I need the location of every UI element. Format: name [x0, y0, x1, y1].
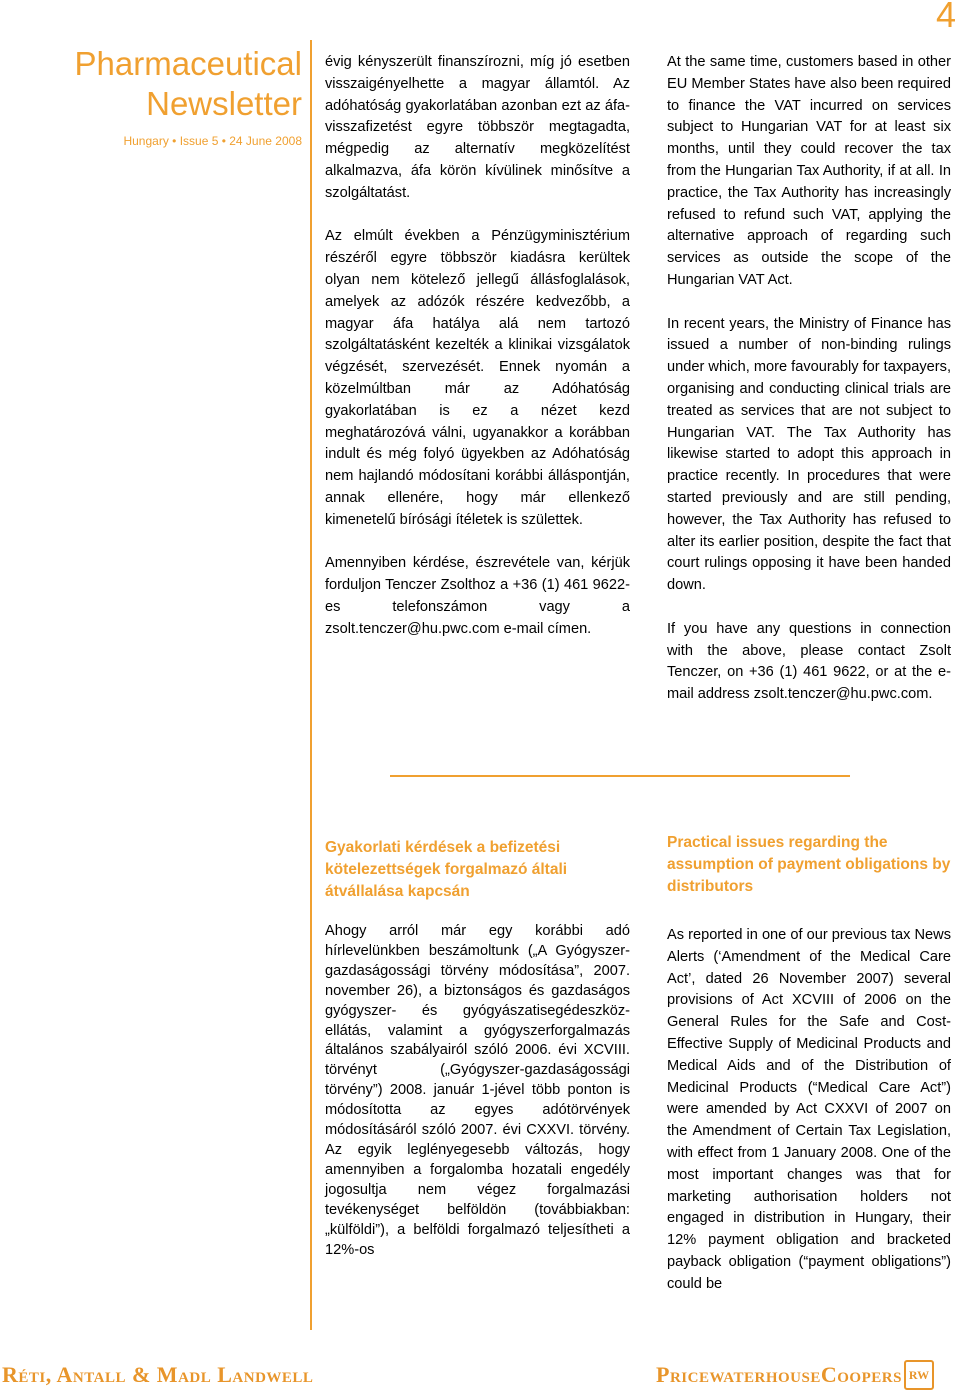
pwc-logo: PricewaterhouseCoopers	[656, 1362, 902, 1387]
landwell-logo: Réti, Antall & Madl Landwell	[2, 1362, 314, 1387]
en-section-heading: Practical issues regarding the assumption of payment obligations by distributors	[667, 834, 951, 895]
en-paragraph: If you have any questions in connection with the above, please contact Zsolt Tenczer, on +36 (1) 461 9622, or at the e-mail address zsolt.tenczer@hu.pwc.com.	[667, 620, 951, 703]
english-column-section2	[667, 925, 951, 1296]
hu-paragraph: Ahogy arról már egy korábbi adó hírlevelünkben beszámoltunk („A Gyógyszer-gazdaságossági törvény módosítása”, 2007. november 26), a biztonságos és gazdaságos gyógyszer- és gyógyászatisegédeszköz-ellátás, valamint a gyógyszerforgalmazás általános szabályairól szóló 2006. évi XCVIII. törvényt („Gyógyszer-gazdaságossági törvény”) 2008. január 1-jével több ponton is módosította az egyes adótörvények módosításáról szóló 2007. évi CXXVI. törvény. Az egyik leglényegesebb változás, hogy amennyiben a forgalomba hozatali engedély jogosultja nem végez forgalmazási tevékenységet belföldön (továbbiakban: „külföldi”), a belföldi forgalmazó teljesítheti a 12%-os	[325, 923, 630, 1258]
en-paragraph: At the same time, customers based in other EU Member States have also been required to finance the VAT incurred on services subject to Hungarian VAT for at least six months, until they could recover the tax from the Hungarian Tax Authority, if at all. In practice, the Tax Authority has increasingly refused to refund such VAT, applying the alternative approach of regarding such services as outside the scope of the Hungarian VAT Act.	[667, 54, 951, 288]
english-column-section1	[667, 52, 951, 706]
masthead-title-line1: Pharmaceutical	[74, 45, 302, 82]
en-paragraph: In recent years, the Ministry of Finance has issued a number of non-binding rulings under which, more favourably for taxpayers, organising and conducting clinical trials are treated as services that are not subject to Hungarian VAT. The Tax Authority has likewise started to adopt this approach in practice recently. In procedures that were started previously and are still pending, however, the Tax Authority has refused to alter its earlier position, despite the fact that court rulings opposing it have been handed down.	[667, 315, 951, 594]
vertical-divider	[310, 40, 312, 1330]
hungarian-column-section2	[325, 922, 630, 1260]
hu-section-heading: Gyakorlati kérdések a befizetési kötelezettségek forgalmazó általi átvállalása kapcsán	[325, 839, 568, 900]
hu-paragraph: Az elmúlt években a Pénzügyminisztérium részéről egyre többször kiadásra kerültek olyan nem kötelező jellegű állásfoglalások, amelyek az adózók részére kedvezőbb, a magyar áfa hatálya alá nem tartozó szolgáltatásként kezelték a klinikai vizsgálatok végzését, szervezését. Ennek nyomán a közelmúltban már az Adóhatóság gyakorlatában is ez a nézet kezd meghatározóvá válni, ugyanakkor a korábban indult és még folyó ügyekben az Adóhatóság nem hajlandó módosítani korábbi álláspontján, annak ellenére, hogy már ellenkező kimenetelű bírósági ítéletek is születtek.	[325, 228, 630, 528]
masthead-subtitle: Hungary • Issue 5 • 24 June 2008	[123, 134, 302, 148]
pwc-seal-logo: RW	[904, 1360, 934, 1390]
section-divider	[390, 775, 850, 777]
hu-paragraph: évig kényszerült finanszírozni, míg jó esetben visszaigényelhette a magyar államtól. Az adóhatóság gyakorlatában azonban ezt az áfa-visszafizetést egyre többször megtagadta, mégpedig az alternatív megközelítést alkalmazva, áfa körön kívülinek minősítve a szolgáltatást.	[325, 54, 630, 201]
masthead-title-line2: Newsletter	[146, 85, 302, 122]
hungarian-column-section1	[325, 52, 630, 641]
en-paragraph: As reported in one of our previous tax News Alerts (‘Amendment of the Medical Care Act’, dated 26 November 2007) several provisions of Act XCVIII of 2006 on the General Rules for the Safe and Cost-Effective Supply of Medicinal Products and Medical Aids and of the Distribution of Medicinal Products (“Medical Care Act”) were amended by Act CXXVI of 2007 on the Amendment of Certain Tax Legislation, with effect from 1 January 2008. One of the most important changes was that for marketing authorisation holders not engaged in distribution in Hungary, their 12% payment obligation and bracketed payback obligation (“payment obligations”) could be	[667, 927, 951, 1292]
hu-paragraph: Amennyiben kérdése, észrevétele van, kérjük forduljon Tenczer Zsolthoz a +36 (1) 461 9622-es telefonszámon vagy a zsolt.tenczer@hu.pwc.com e-mail címen.	[325, 555, 630, 637]
masthead	[40, 44, 302, 148]
page-number: 4	[935, 0, 956, 35]
